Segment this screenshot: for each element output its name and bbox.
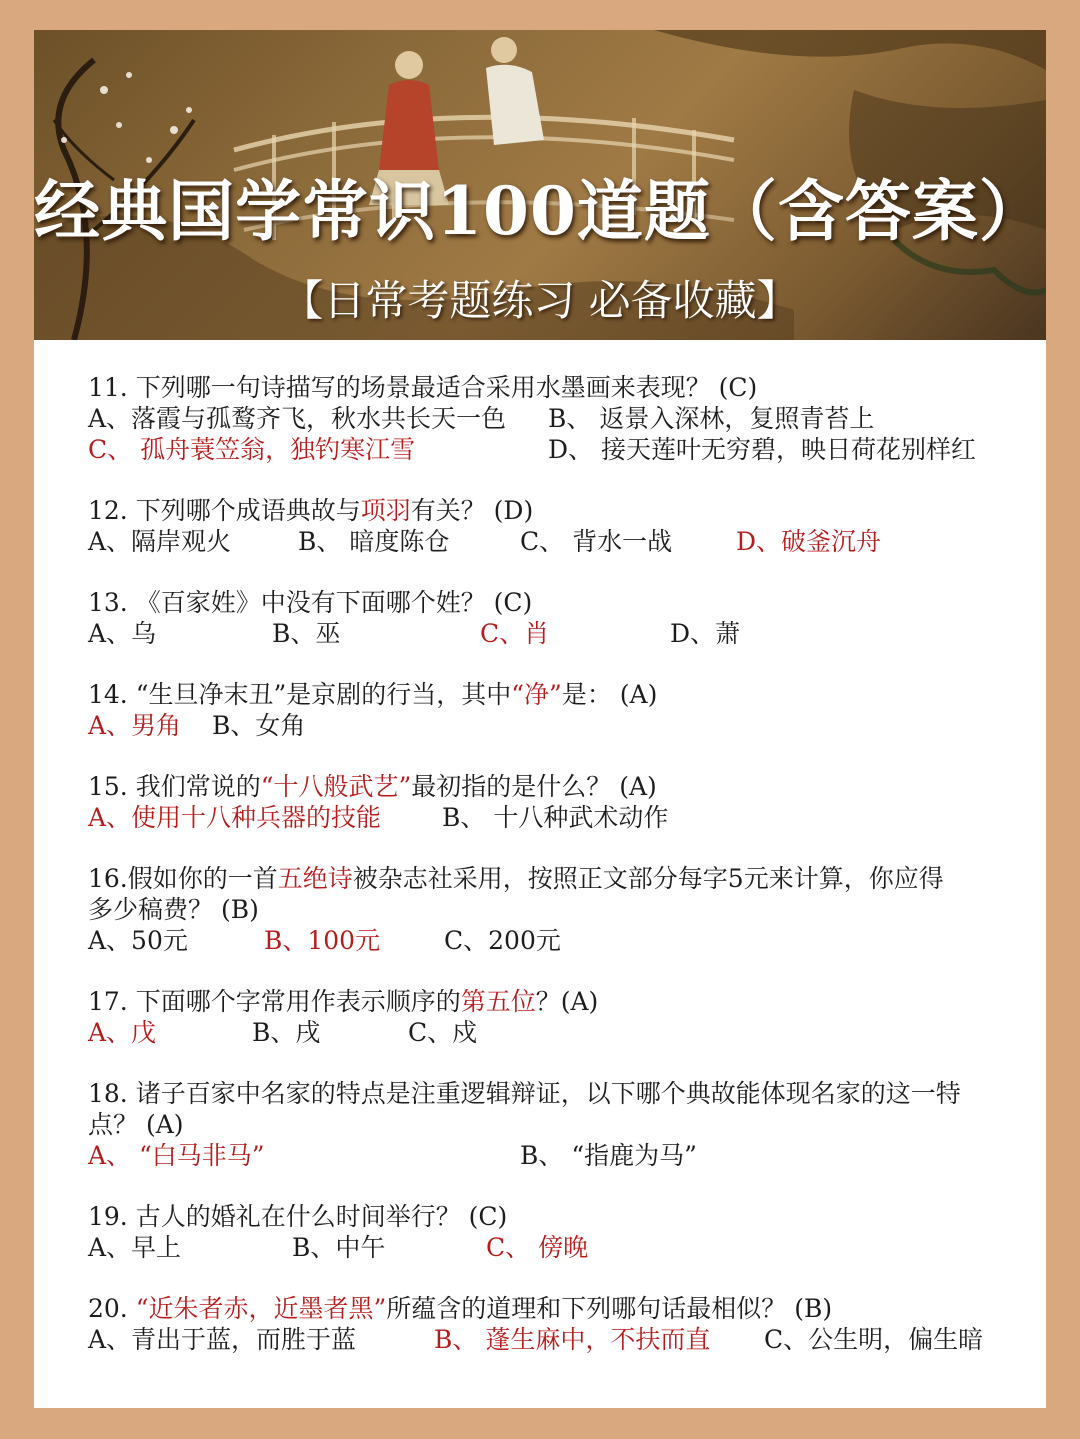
- question-stem: 20. “近朱者赤，近墨者黑”所蕴含的道理和下列哪句话最相似？ (B): [88, 1294, 833, 1323]
- question-17: [88, 986, 1018, 1048]
- highlight: “十八般武艺”: [260, 772, 412, 801]
- option-a-answer: A、戊: [88, 1018, 157, 1047]
- option-c: C、戍: [408, 1018, 478, 1047]
- option-a: A、早上: [88, 1233, 182, 1262]
- question-stem-line2: 点？ (A): [88, 1110, 184, 1139]
- question-14: [88, 679, 1018, 741]
- option-b: B、女角: [212, 711, 306, 740]
- option-b: B、巫: [272, 619, 341, 648]
- option-c-answer: C、肖: [480, 619, 550, 648]
- option-b: B、 暗度陈仓: [298, 527, 450, 556]
- question-list: [34, 340, 1046, 1408]
- option-a: A、乌: [88, 619, 157, 648]
- option-c-answer: C、 傍晚: [486, 1233, 589, 1262]
- highlight: 第五位: [460, 987, 536, 1016]
- option-a-answer: A、使用十八种兵器的技能: [88, 803, 382, 832]
- option-a-answer: A、 “白马非马”: [88, 1141, 265, 1170]
- page-title: 经典国学常识100道题（含答案）: [34, 172, 1046, 250]
- highlight: “近朱者赤，近墨者黑”: [135, 1294, 387, 1323]
- question-stem: 15. 我们常说的“十八般武艺”最初指的是什么？ (A): [88, 772, 657, 801]
- option-b: B、 “指鹿为马”: [520, 1141, 697, 1170]
- question-stem: 16.假如你的一首五绝诗被杂志社采用，按照正文部分每字5元来计算，你应得: [88, 864, 944, 893]
- option-b-answer: B、100元: [264, 926, 381, 955]
- option-c: C、200元: [444, 926, 561, 955]
- question-stem: 18. 诸子百家中名家的特点是注重逻辑辩证，以下哪个典故能体现名家的这一特: [88, 1079, 961, 1108]
- highlight: “净”: [511, 680, 562, 709]
- question-16: [88, 863, 1018, 956]
- option-c: C、公生明，偏生暗: [764, 1325, 984, 1354]
- option-a: A、50元: [88, 926, 188, 955]
- question-13: [88, 587, 1018, 649]
- question-stem-line2: 多少稿费？ (B): [88, 895, 259, 924]
- question-15: [88, 771, 1018, 833]
- option-a-answer: A、男角: [88, 711, 182, 740]
- option-a: A、青出于蓝，而胜于蓝: [88, 1325, 357, 1354]
- question-stem: 11. 下列哪一句诗描写的场景最适合采用水墨画来表现？ (C): [88, 373, 758, 402]
- question-20: [88, 1293, 1018, 1355]
- option-b: B、 十八种武术动作: [442, 803, 669, 832]
- option-a: A、隔岸观火: [88, 527, 232, 556]
- option-b: B、戌: [252, 1018, 321, 1047]
- option-d: D、 接天莲叶无穷碧，映日荷花别样红: [548, 435, 976, 464]
- highlight: 项羽: [360, 496, 411, 525]
- option-c: C、 背水一战: [520, 527, 673, 556]
- question-stem: 13. 《百家姓》中没有下面哪个姓？ (C): [88, 588, 533, 617]
- question-stem: 19. 古人的婚礼在什么时间举行？ (C): [88, 1202, 508, 1231]
- header-banner: [34, 30, 1046, 340]
- option-a: A、落霞与孤鹜齐飞，秋水共长天一色: [88, 404, 507, 433]
- option-b-answer: B、 蓬生麻中，不扶而直: [434, 1325, 711, 1354]
- question-11: [88, 372, 1018, 465]
- option-b: B、 返景入深林，复照青苔上: [548, 404, 875, 433]
- question-12: [88, 495, 1018, 557]
- page-subtitle: 【日常考题练习 必备收藏】: [281, 276, 799, 325]
- question-stem: 12. 下列哪个成语典故与项羽有关？ (D): [88, 496, 534, 525]
- option-d: D、萧: [670, 619, 741, 648]
- question-19: [88, 1201, 1018, 1263]
- highlight: 五绝诗: [277, 864, 353, 893]
- question-stem: 17. 下面哪个字常用作表示顺序的第五位？(A): [88, 987, 599, 1016]
- option-d-answer: D、破釜沉舟: [736, 527, 882, 556]
- option-c-answer: C、 孤舟蓑笠翁，独钓寒江雪: [88, 435, 416, 464]
- question-18: [88, 1078, 1018, 1171]
- question-stem: 14. “生旦净末丑”是京剧的行当，其中“净”是： (A): [88, 680, 658, 709]
- option-b: B、中午: [292, 1233, 386, 1262]
